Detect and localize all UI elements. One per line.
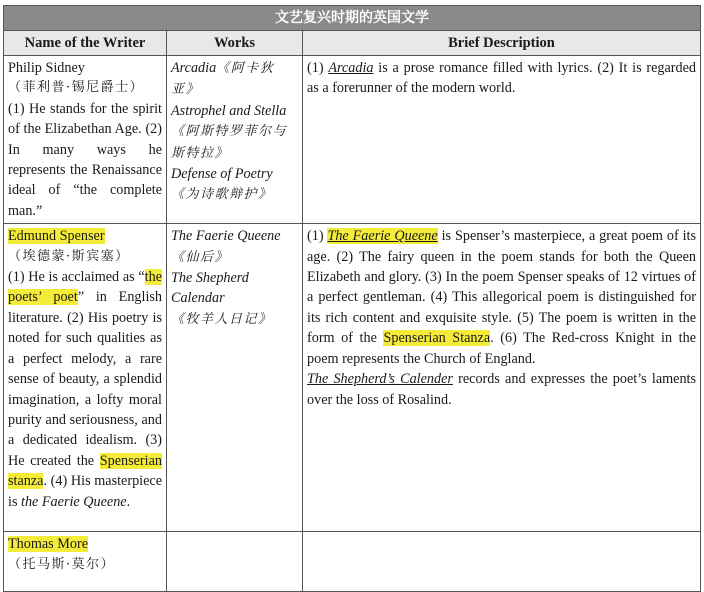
header-writer: Name of the Writer xyxy=(4,31,167,56)
writer-cell xyxy=(4,224,167,532)
works-cell xyxy=(167,532,303,592)
writer-notes-italic: the Faerie Queene xyxy=(21,493,127,510)
desc-work-title: The Faerie Queene xyxy=(327,228,438,245)
literature-table xyxy=(3,5,701,592)
description-cell xyxy=(303,532,701,592)
writer-cn-name: （埃德蒙·斯宾塞） xyxy=(8,248,130,264)
highlight-text: the poets’ poet xyxy=(8,269,162,306)
work-title: Arcadia xyxy=(171,60,217,76)
writer-name: Philip Sidney xyxy=(8,60,85,76)
desc-text: is a prose romance filled with lyrics. (2) It is regarded as a forerunner of the modern world. xyxy=(307,60,696,97)
highlight-text: Spenserian Stanza xyxy=(383,330,491,347)
works-cell xyxy=(167,224,303,532)
writer-notes: (1) He is acclaimed as “ xyxy=(8,269,145,286)
description-cell xyxy=(303,56,701,224)
writer-notes: (1) He stands for the spirit of the Elizabethan Age. (2) In many ways he represents the Renaissance ideal of “the complete man.” xyxy=(8,100,162,219)
desc-work-title: Arcadia xyxy=(328,60,374,76)
work-title: Astrophel and Stella xyxy=(171,102,287,119)
writer-cn-name: （托马斯·莫尔） xyxy=(8,556,116,572)
work-cn-title: 《牧羊人日记》 xyxy=(171,311,273,327)
desc-work-title: The Shepherd’s Calender xyxy=(307,371,453,388)
header-works: Works xyxy=(167,31,303,56)
table-row-spenser xyxy=(4,224,701,532)
writer-cell xyxy=(4,532,167,592)
desc-prefix: (1) xyxy=(307,228,328,245)
writer-cn-name: （菲利普·锡尼爵士） xyxy=(8,80,145,96)
work-cn-title: 《为诗歌辩护》 xyxy=(171,187,273,203)
writer-notes: . xyxy=(126,493,131,510)
writer-notes: ” in English literature. (2) His poetry is noted for such qualities as a perfect melody, a rare sense of beauty, a splendid imagination, a lofty moral purity and seriousness, and a dedicated idealism. (3) He created the xyxy=(8,289,163,469)
table-title-row xyxy=(4,6,701,31)
highlight-text: Spenserian stanza xyxy=(8,452,162,490)
writer-cell xyxy=(4,56,167,224)
work-cn-title: 《阿斯特罗菲尔与斯特拉》 xyxy=(171,124,288,161)
writer-name: Edmund Spenser xyxy=(8,228,105,245)
table-row-sidney xyxy=(4,56,701,224)
works-cell xyxy=(167,56,303,224)
header-description: Brief Description xyxy=(303,31,701,56)
desc-prefix: (1) xyxy=(307,60,329,76)
desc-text: records and expresses the poet’s laments over the loss of Rosalind. xyxy=(307,371,697,408)
writer-name: Thomas More xyxy=(8,536,88,553)
writer-notes: . (4) His masterpiece is xyxy=(8,473,162,510)
table-row-more xyxy=(4,532,701,592)
description-cell xyxy=(303,224,701,532)
work-title: The Faerie Queene xyxy=(171,228,281,245)
work-cn-title: 《仙后》 xyxy=(171,249,230,265)
work-cn-title: 《阿卡狄亚》 xyxy=(171,61,275,98)
desc-text: is Spenser’s masterpiece, a great poem of its age. (2) The fairy queen in the poem stands for both the Queen Elizabeth and glory. (3) In the poem Spenser speaks of 12 virtues of a perfect gentleman. (4) This allegorical poem is distinguished for its rich content and exquisite style. (5) The poem is written in the form of the xyxy=(307,228,696,347)
table-title: 文艺复兴时期的英国文学 xyxy=(4,6,701,31)
work-title: The Shepherd Calendar xyxy=(171,270,249,307)
work-title: Defense of Poetry xyxy=(171,166,273,183)
table-header-row xyxy=(4,31,701,56)
desc-text: . (6) The Red-cross Knight in the poem represents the Church of England. xyxy=(307,330,696,367)
